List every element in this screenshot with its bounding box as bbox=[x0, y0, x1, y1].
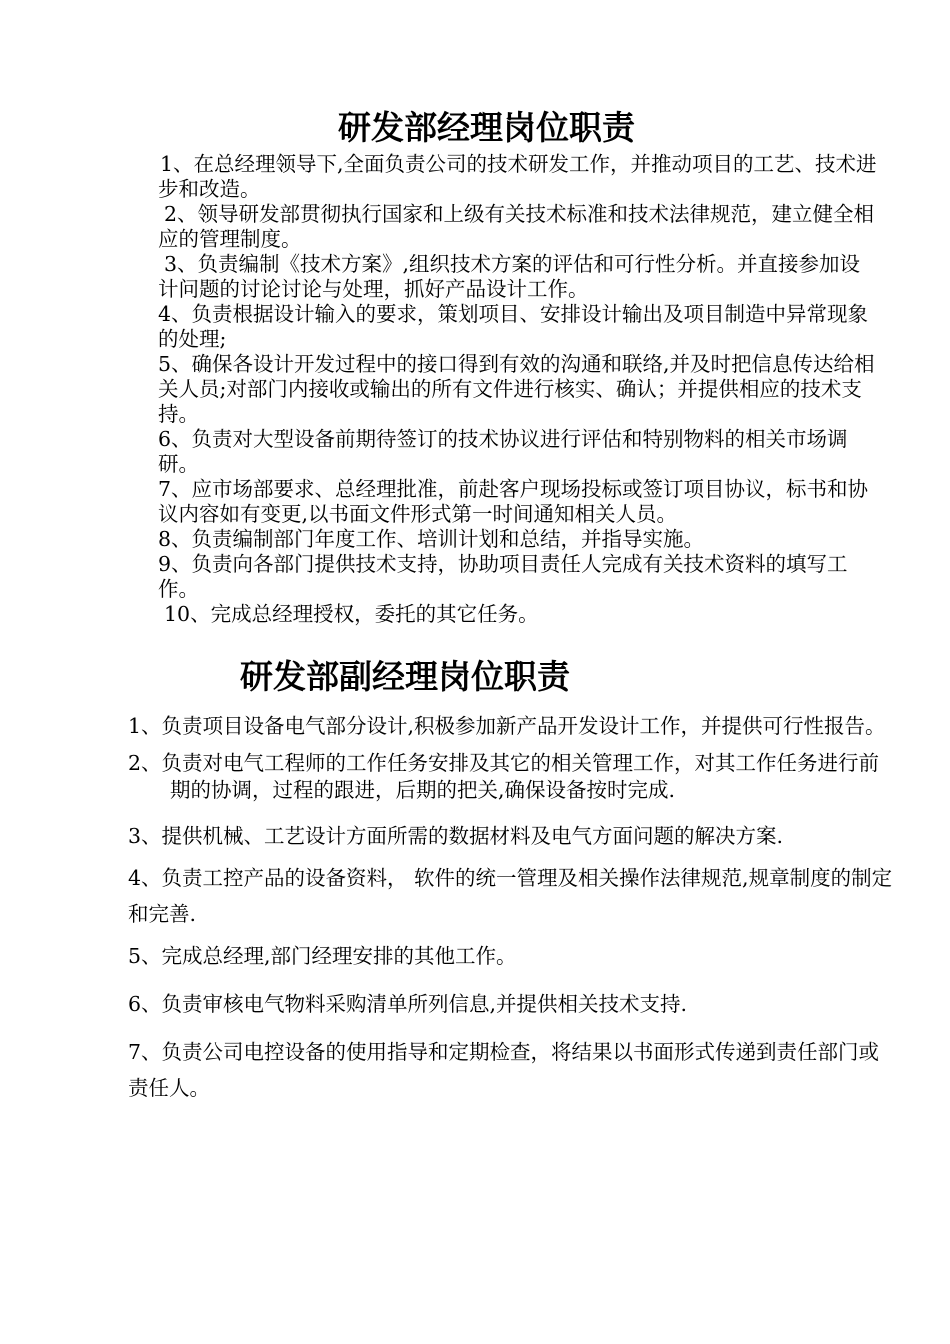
deputy-manager-duties-title: 研发部副经理岗位职责 bbox=[240, 657, 570, 696]
manager-duties-title: 研发部经理岗位职责 bbox=[338, 108, 635, 147]
deputy-duty-3: 3、提供机械、工艺设计方面所需的数据材料及电气方面问题的解决方案. bbox=[128, 824, 784, 848]
manager-duty-10: 10、完成总经理授权，委托的其它任务。 bbox=[164, 602, 539, 626]
manager-duty-6: 6、负责对大型设备前期待签订的技术协议进行评估和特别物料的相关市场调研。 bbox=[158, 427, 848, 476]
deputy-duty-5: 5、完成总经理,部门经理安排的其他工作。 bbox=[128, 944, 517, 968]
manager-duty-2: 2、领导研发部贯彻执行国家和上级有关技术标准和技术法律规范，建立健全相应的管理制度。 bbox=[158, 202, 875, 251]
deputy-manager-duties-list bbox=[128, 708, 898, 1112]
manager-duties-list bbox=[158, 152, 878, 627]
deputy-duty-4: 4、负责工控产品的设备资料， 软件的统一管理及相关操作法律规范,规章制度的制定和完善. bbox=[128, 866, 893, 926]
manager-duty-3: 3、负责编制《技术方案》,组织技术方案的评估和可行性分析。并直接参加设计问题的讨论讨论与处理，抓好产品设计工作。 bbox=[158, 252, 861, 301]
manager-duty-9: 9、负责向各部门提供技术支持，协助项目责任人完成有关技术资料的填写工作。 bbox=[158, 552, 848, 601]
manager-duty-5: 5、确保各设计开发过程中的接口得到有效的沟通和联络,并及时把信息传达给相关人员;对部门内接收或输出的所有文件进行核实、确认；并提供相应的技术支持。 bbox=[158, 352, 875, 426]
deputy-duty-7: 7、负责公司电控设备的使用指导和定期检查，将结果以书面形式传递到责任部门或责任人。 bbox=[128, 1040, 880, 1100]
manager-duty-1: 1、在总经理领导下,全面负责公司的技术研发工作，并推动项目的工艺、技术进步和改造。 bbox=[158, 152, 877, 201]
deputy-duty-1: 1、负责项目设备电气部分设计,积极参加新产品开发设计工作，并提供可行性报告。 bbox=[128, 714, 886, 738]
manager-duty-7: 7、应市场部要求、总经理批准，前赴客户现场投标或签订项目协议，标书和协议内容如有变更,以书面文件形式第一时间通知相关人员。 bbox=[158, 477, 869, 526]
manager-duty-4: 4、负责根据设计输入的要求，策划项目、安排设计输出及项目制造中异常现象的处理; bbox=[158, 302, 869, 351]
deputy-duty-2: 2、负责对电气工程师的工作任务安排及其它的相关管理工作，对其工作任务进行前期的协调，过程的跟进，后期的把关,确保设备按时完成. bbox=[128, 751, 880, 802]
manager-duty-8: 8、负责编制部门年度工作、培训计划和总结，并指导实施。 bbox=[158, 527, 705, 551]
deputy-duty-6: 6、负责审核电气物料采购清单所列信息,并提供相关技术支持. bbox=[128, 992, 688, 1016]
